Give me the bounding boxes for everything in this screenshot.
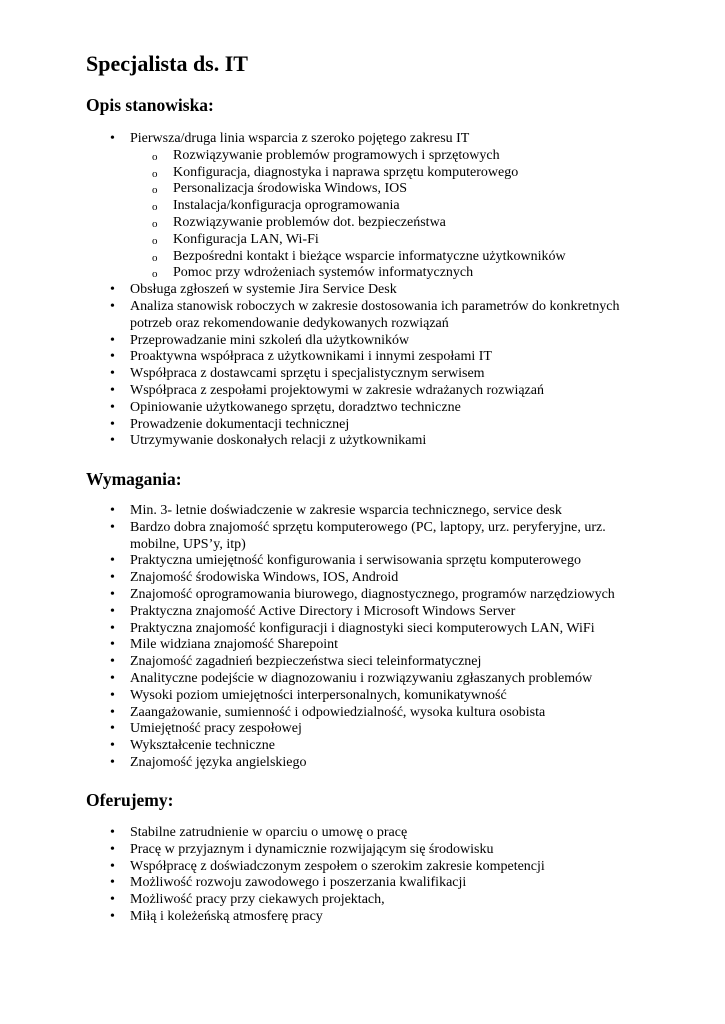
list-item: • Umiejętność pracy zespołowej [0, 721, 635, 738]
bullet-list-oferujemy [0, 825, 635, 926]
sub-list-item: o Konfiguracja LAN, Wi-Fi [0, 232, 653, 249]
list-item: • Miłą i koleżeńską atmosferę pracy [0, 909, 635, 926]
list-item: • Znajomość oprogramowania biurowego, diagnostycznego, programów narzędziowych [0, 587, 635, 604]
list-item: • Prowadzenie dokumentacji technicznej [0, 417, 635, 434]
list-item: • Bardzo dobra znajomość sprzętu komputerowego (PC, laptopy, urz. peryferyjne, urz. mobilne, UPS’y, itp) [0, 520, 635, 554]
section-heading-oferujemy: Oferujemy: [86, 790, 174, 810]
list-item: • Znajomość środowiska Windows, IOS, Android [0, 570, 635, 587]
list-item: • Pierwsza/druga linia wsparcia z szeroko pojętego zakresu IT [0, 131, 635, 148]
list-item: • Wykształcenie techniczne [0, 738, 635, 755]
list-item: • Proaktywna współpraca z użytkownikami i innymi zespołami IT [0, 349, 635, 366]
list-item: • Analiza stanowisk roboczych w zakresie dostosowania ich parametrów do konkretnych potrzeb oraz rekomendowanie dedykowanych rozwiązań [0, 299, 635, 333]
list-item: • Obsługa zgłoszeń w systemie Jira Service Desk [0, 282, 635, 299]
sub-list-item: o Bezpośredni kontakt i bieżące wsparcie informatyczne użytkowników [0, 249, 653, 266]
sub-list-item: o Rozwiązywanie problemów programowych i sprzętowych [0, 148, 653, 165]
bullet-list-opis [0, 131, 653, 450]
list-item: • Pracę w przyjaznym i dynamicznie rozwijającym się środowisku [0, 842, 635, 859]
list-item: • Praktyczna znajomość Active Directory i Microsoft Windows Server [0, 604, 635, 621]
sub-list-item: o Pomoc przy wdrożeniach systemów informatycznych [0, 265, 653, 282]
list-item: • Zaangażowanie, sumienność i odpowiedzialność, wysoka kultura osobista [0, 705, 635, 722]
list-item: • Współpraca z zespołami projektowymi w zakresie wdrażanych rozwiązań [0, 383, 635, 400]
list-item: • Możliwość pracy przy ciekawych projektach, [0, 892, 635, 909]
page-title: Specjalista ds. IT [86, 51, 248, 76]
section-heading-opis: Opis stanowiska: [86, 95, 214, 115]
list-item: • Mile widziana znajomość Sharepoint [0, 637, 635, 654]
sub-list-item: o Instalacja/konfiguracja oprogramowania [0, 198, 653, 215]
list-item: • Utrzymywanie doskonałych relacji z użytkownikami [0, 433, 635, 450]
list-item: • Praktyczna umiejętność konfigurowania i serwisowania sprzętu komputerowego [0, 553, 635, 570]
list-item: • Wysoki poziom umiejętności interpersonalnych, komunikatywność [0, 688, 635, 705]
list-item: • Analityczne podejście w diagnozowaniu i rozwiązywaniu zgłaszanych problemów [0, 671, 635, 688]
list-item: • Znajomość języka angielskiego [0, 755, 635, 772]
sub-list-item: o Rozwiązywanie problemów dot. bezpieczeństwa [0, 215, 653, 232]
section-heading-wymagania: Wymagania: [86, 469, 182, 489]
list-item: • Opiniowanie użytkowanego sprzętu, doradztwo techniczne [0, 400, 635, 417]
list-item: • Praktyczna znajomość konfiguracji i diagnostyki sieci komputerowych LAN, WiFi [0, 621, 635, 638]
list-item: • Współpracę z doświadczonym zespołem o szerokim zakresie kompetencji [0, 859, 635, 876]
sub-list-item: o Personalizacja środowiska Windows, IOS [0, 181, 653, 198]
list-item: • Współpraca z dostawcami sprzętu i specjalistycznym serwisem [0, 366, 635, 383]
list-item: • Możliwość rozwoju zawodowego i poszerzania kwalifikacji [0, 875, 635, 892]
list-item: • Przeprowadzanie mini szkoleń dla użytkowników [0, 333, 635, 350]
sub-list-item: o Konfiguracja, diagnostyka i naprawa sprzętu komputerowego [0, 165, 653, 182]
list-item: • Min. 3- letnie doświadczenie w zakresie wsparcia technicznego, service desk [0, 503, 635, 520]
bullet-list-wymagania [0, 503, 635, 772]
list-item: • Znajomość zagadnień bezpieczeństwa sieci teleinformatycznej [0, 654, 635, 671]
list-item: • Stabilne zatrudnienie w oparciu o umowę o pracę [0, 825, 635, 842]
